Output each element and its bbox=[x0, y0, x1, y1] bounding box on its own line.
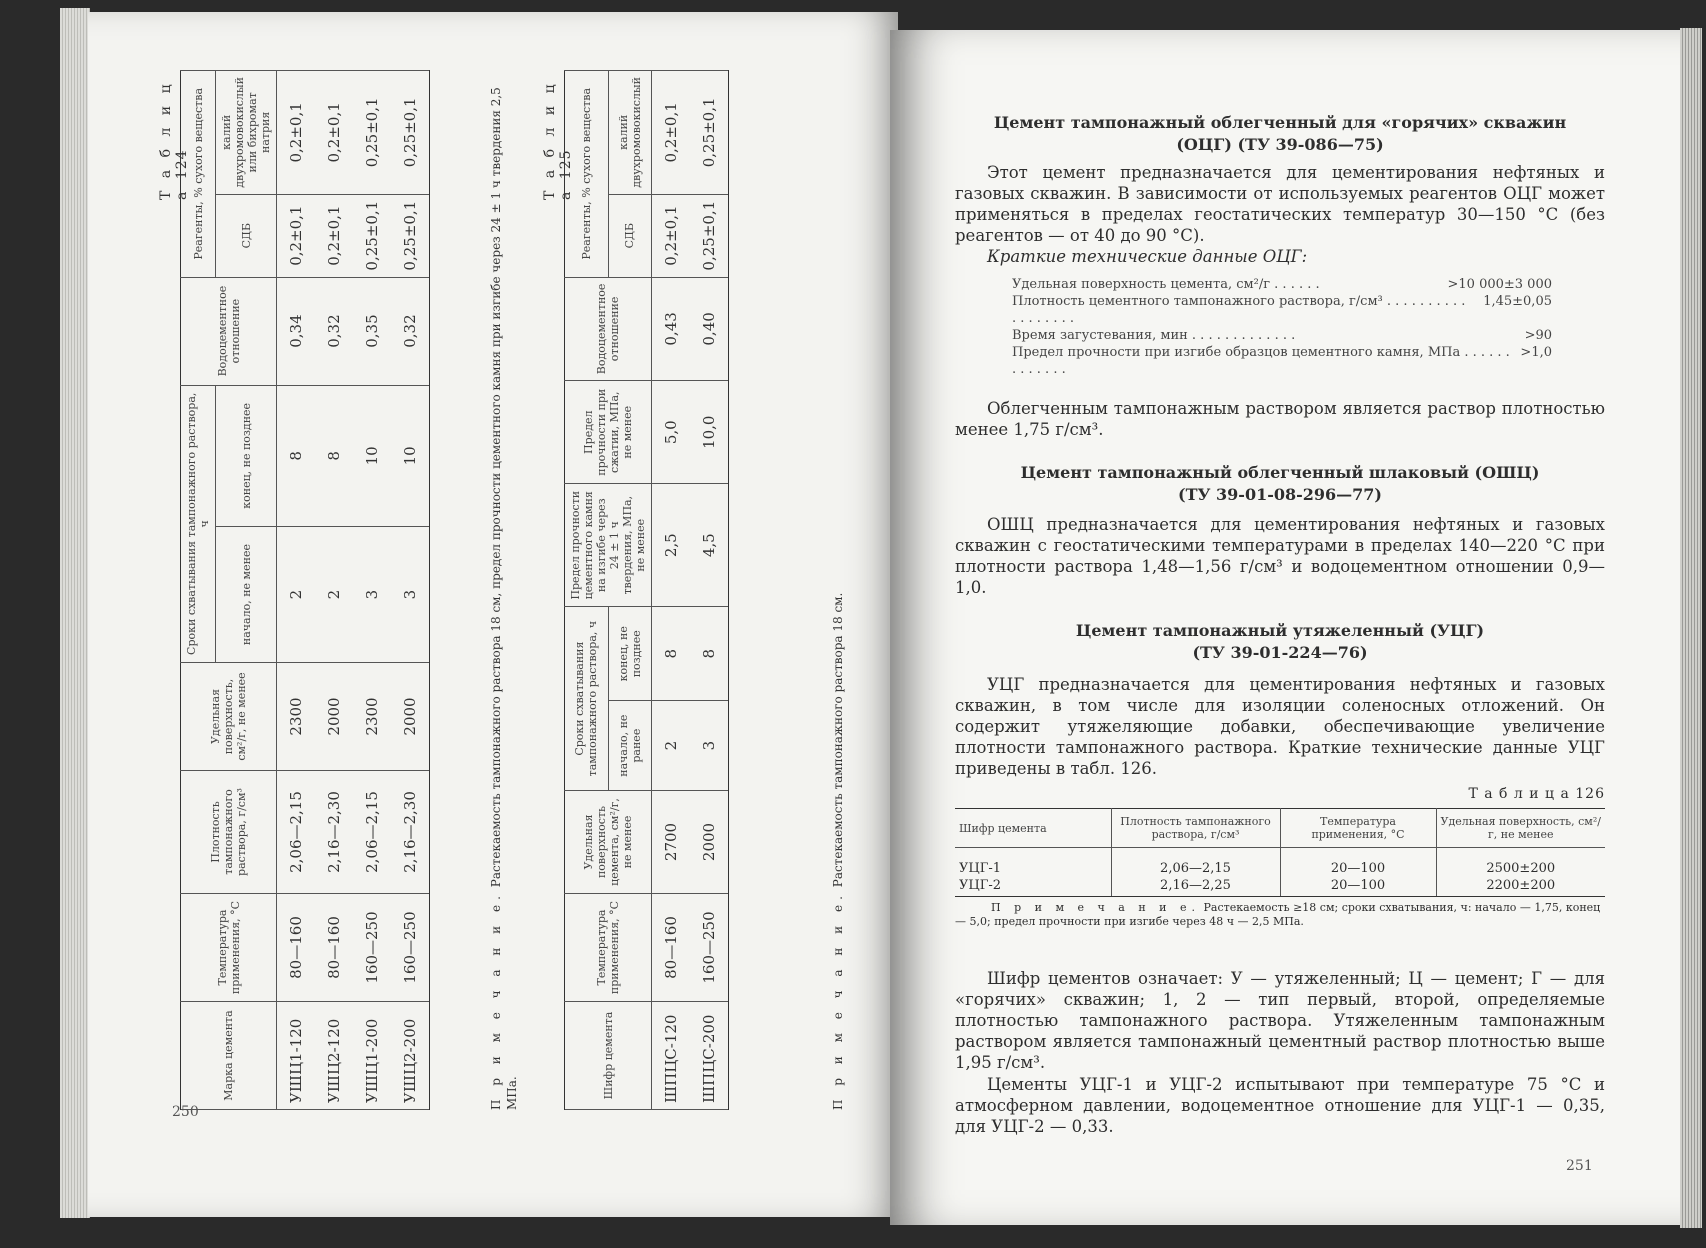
t124-h-wc: Водоцементное отношение bbox=[181, 277, 277, 385]
spec-row bbox=[1012, 293, 1552, 327]
t125-h-wc: Водоцементное отношение bbox=[565, 277, 652, 381]
t126-h-surface: Удельная поверхность, см²/г, не менее bbox=[1436, 809, 1605, 848]
t126-col-surface: 2500±200 2200±200 bbox=[1436, 848, 1605, 897]
page-edges-right bbox=[1680, 28, 1702, 1228]
table-cell: 10 bbox=[391, 385, 430, 527]
table126 bbox=[955, 808, 1605, 897]
table125-number: 125 bbox=[558, 149, 574, 180]
s3-paragraph: УЦГ предназначается для цементирования нефтяных и газовых скважин, в том числе для изоляции соленосных отложений. Он содержит утяжеляющие добавки, обеспечивающие увеличение плотности тампонажного раствора. Краткие технические данные УЦГ приведены в табл. 126. bbox=[955, 675, 1605, 778]
s3-title bbox=[955, 620, 1605, 664]
s3-title-line2: (ТУ 39-01-224—76) bbox=[1192, 643, 1368, 662]
s1-title-line2: (ОЦГ) (ТУ 39-086—75) bbox=[1176, 135, 1384, 154]
table126-caption: Т а б л и ц а 126 bbox=[1468, 786, 1605, 802]
s1-spec-list bbox=[1012, 276, 1552, 378]
table124-number: 124 bbox=[174, 149, 190, 180]
t125-h-bend: Предел прочности цементного камня на изгибе через 24 ± 1 ч твердения, МПа, не менее bbox=[565, 484, 652, 607]
table-cell: 0,2±0,1 bbox=[652, 71, 691, 195]
table-cell: ШПЦС-120 bbox=[652, 1002, 691, 1110]
t126-col-density: 2,06—2,15 2,16—2,25 bbox=[1111, 848, 1280, 897]
spec-label: Время загустевания, мин . . . . . . . . . . . . . bbox=[1012, 328, 1296, 343]
table-cell: 80—160 bbox=[652, 894, 691, 1002]
table-cell: 3 bbox=[690, 701, 729, 791]
table125-note bbox=[830, 70, 846, 1110]
t125-h-brand: Шифр цемента bbox=[565, 1002, 652, 1110]
table-cell: 0,25±0,1 bbox=[391, 194, 430, 277]
t126-h-brand: Шифр цемента bbox=[955, 809, 1111, 848]
t124-h-temp: Температура применения, °С bbox=[181, 894, 277, 1002]
spec-value: 1,45±0,05 bbox=[1483, 294, 1552, 309]
table-row bbox=[391, 71, 430, 1110]
t126-h-temp: Температура применения, °С bbox=[1280, 809, 1436, 848]
s2-paragraph: ОШЦ предназначается для цементирования нефтяных и газовых скважин с геостатическими температурами в пределах 140—220 °С при плотности раствора 1,48—1,56 г/см³ и водоцементном отношении 0,9—1,0. bbox=[955, 515, 1605, 597]
table-cell: 2,06—2,15 bbox=[353, 771, 391, 894]
table-cell: 0,2±0,1 bbox=[652, 194, 691, 277]
table-cell: 4,5 bbox=[690, 484, 729, 607]
table-cell: УШЦ2-200 bbox=[391, 1002, 430, 1110]
table-cell: 2000 bbox=[315, 663, 353, 771]
table-cell: 2,06—2,15 bbox=[277, 771, 316, 894]
table-cell: 2,5 bbox=[652, 484, 691, 607]
table-cell: 0,2±0,1 bbox=[315, 194, 353, 277]
table124 bbox=[180, 70, 430, 1110]
left-page-number: 250 bbox=[172, 1104, 199, 1120]
table-cell: 0,2±0,1 bbox=[277, 71, 316, 195]
t124-h-surface: Удельная поверхность, см²/г, не менее bbox=[181, 663, 277, 771]
spec-row bbox=[1012, 344, 1552, 378]
table-cell: 0,25±0,1 bbox=[690, 71, 729, 195]
s4-paragraph-1: Шифр цементов означает: У — утяжеленный; Ц — цемент; Г — для «горячих» скважин; 1, 2 — тип первый, второй, определяемые плотностью тампонажного раствора. Утяжеленным тампонажным раствором является тампонажный цементный раствор плотностью выше 1,95 г/см³. bbox=[955, 969, 1605, 1072]
t124-h-end: конец, не позднее bbox=[216, 385, 277, 527]
t126-h-density: Плотность тампонажного раствора, г/см³ bbox=[1111, 809, 1280, 848]
table126-note-text: Растекаемость ≥18 см; сроки схватывания, ч: начало — 1,75, конец — 5,0; предел прочности при изгибе через 48 ч — 2,5 МПа. bbox=[955, 901, 1601, 928]
table-cell: 2 bbox=[652, 701, 691, 791]
spec-row bbox=[1012, 276, 1552, 293]
table-cell: 0,25±0,1 bbox=[690, 194, 729, 277]
table-row bbox=[652, 71, 691, 1110]
table125-note-label: П р и м е ч а н и е. bbox=[831, 891, 845, 1110]
table-cell: 2300 bbox=[277, 663, 316, 771]
table126-wrap bbox=[955, 808, 1605, 929]
t125-h-sdb: СДБ bbox=[608, 194, 652, 277]
table-cell: ШПЦС-200 bbox=[690, 1002, 729, 1110]
t125-h-chrom: калий двухромовокислый bbox=[608, 71, 652, 195]
table-cell: 8 bbox=[690, 607, 729, 701]
s1-spec-title: Краткие технические данные ОЦГ: bbox=[987, 247, 1308, 266]
table-cell: 2300 bbox=[353, 663, 391, 771]
t125-h-temp: Температура применения, °С bbox=[565, 894, 652, 1002]
table-cell: 10,0 bbox=[690, 381, 729, 484]
spec-row bbox=[1012, 327, 1552, 344]
table125-caption-word: Т а б л и ц а bbox=[542, 80, 574, 200]
table-cell: 0,25±0,1 bbox=[391, 71, 430, 195]
table-cell: 8 bbox=[315, 385, 353, 527]
table-cell: 160—250 bbox=[690, 894, 729, 1002]
spec-value: >1,0 bbox=[1520, 345, 1552, 360]
table-cell: 2700 bbox=[652, 791, 691, 894]
table-cell: 0,25±0,1 bbox=[353, 71, 391, 195]
t124-h-start: начало, не менее bbox=[216, 527, 277, 663]
t125-h-compress: Предел прочности при сжатии, МПа, не менее bbox=[565, 381, 652, 484]
t124-h-density: Плотность тампонажного раствора, г/см³ bbox=[181, 771, 277, 894]
t125-h-start: начало, не ранее bbox=[608, 701, 652, 791]
table-cell: 0,25±0,1 bbox=[353, 194, 391, 277]
s2-title-line2: (ТУ 39-01-08-296—77) bbox=[1178, 485, 1382, 504]
right-page-number: 251 bbox=[1566, 1158, 1593, 1174]
left-page-rotated-content bbox=[150, 70, 870, 1130]
table-cell: 0,32 bbox=[391, 277, 430, 385]
table125-note-text: Растекаемость тампонажного раствора 18 см. bbox=[831, 592, 845, 888]
spec-label: Плотность цементного тампонажного раствора, г/см³ . . . . . . . . . . . . . . . . . . bbox=[1012, 294, 1466, 326]
t124-h-sdb: СДБ bbox=[216, 194, 277, 277]
t125-h-setting: Сроки схватывания тампонажного раствора, ч bbox=[565, 607, 609, 791]
table-cell: 3 bbox=[353, 527, 391, 663]
s2-title-line1: Цемент тампонажный облегченный шлаковый (ОШЦ) bbox=[1020, 463, 1540, 482]
table-cell: 8 bbox=[277, 385, 316, 527]
s1-paragraph: Этот цемент предназначается для цементирования нефтяных и газовых скважин. В зависимости от используемых реагентов ОЦГ может применяться в пределах геостатических температур 30—150 °С (без реагентов — от 40 до 90 °С). bbox=[955, 163, 1605, 245]
s4-paragraph-2: Цементы УЦГ-1 и УЦГ-2 испытывают при температуре 75 °С и атмосферном давлении, водоцементное отношение для УЦГ-1 — 0,35, для УЦГ-2 — 0,33. bbox=[955, 1075, 1605, 1136]
table124-note-label: П р и м е ч а н и е. bbox=[489, 891, 503, 1110]
table-cell: 2,16—2,30 bbox=[315, 771, 353, 894]
table-cell: УШЦ1-120 bbox=[277, 1002, 316, 1110]
table-cell: 0,2±0,1 bbox=[315, 71, 353, 195]
table-cell: 80—160 bbox=[277, 894, 316, 1002]
table-row bbox=[353, 71, 391, 1110]
spec-value: >10 000±3 000 bbox=[1447, 277, 1552, 292]
table124-note bbox=[488, 70, 520, 1110]
table126-note-label: П р и м е ч а н и е. bbox=[991, 901, 1201, 914]
page-edges-left bbox=[60, 8, 90, 1218]
t125-h-reagents: Реагенты, % сухого вещества bbox=[565, 71, 609, 278]
spec-label: Удельная поверхность цемента, см²/г . . . . . . bbox=[1012, 277, 1320, 292]
table-cell: 0,34 bbox=[277, 277, 316, 385]
t126-col-temp: 20—100 20—100 bbox=[1280, 848, 1436, 897]
t126-col-brand: УЦГ-1 УЦГ-2 bbox=[955, 848, 1111, 897]
table-cell: 0,43 bbox=[652, 277, 691, 381]
table-cell: 0,35 bbox=[353, 277, 391, 385]
s2-title bbox=[955, 462, 1605, 506]
s1-title-line1: Цемент тампонажный облегченный для «горячих» скважин bbox=[993, 113, 1567, 132]
t124-h-reagents: Реагенты, % сухого вещества bbox=[181, 71, 216, 278]
table125 bbox=[564, 70, 729, 1110]
t124-h-brand: Марка цемента bbox=[181, 1002, 277, 1110]
table-cell: УШЦ1-200 bbox=[353, 1002, 391, 1110]
table-cell: 160—250 bbox=[391, 894, 430, 1002]
table-cell: УШЦ2-120 bbox=[315, 1002, 353, 1110]
table-row bbox=[277, 71, 316, 1110]
t125-h-end: конец, не позднее bbox=[608, 607, 652, 701]
table-cell: 2000 bbox=[690, 791, 729, 894]
table-cell: 10 bbox=[353, 385, 391, 527]
s1-after-paragraph: Облегченным тампонажным раствором является раствор плотностью менее 1,75 г/см³. bbox=[955, 399, 1605, 439]
table124-note-text: Растекаемость тампонажного раствора 18 см, предел прочности цементного камня при изгибе через 24 ± 1 ч твердения 2,5 МПа. bbox=[489, 87, 519, 1110]
t124-h-setting: Сроки схватывания тампонажного раствора, ч bbox=[181, 385, 216, 662]
table126-note bbox=[955, 901, 1605, 929]
table-cell: 8 bbox=[652, 607, 691, 701]
t125-h-surface: Удельная поверхность цемента, см²/г, не менее bbox=[565, 791, 652, 894]
table-row bbox=[315, 71, 353, 1110]
t124-h-chrom: калий двухромовокислый или бихромат натрия bbox=[216, 71, 277, 195]
table-row bbox=[690, 71, 729, 1110]
table-cell: 0,32 bbox=[315, 277, 353, 385]
s3-title-line1: Цемент тампонажный утяжеленный (УЦГ) bbox=[1075, 621, 1485, 640]
table-cell: 0,2±0,1 bbox=[277, 194, 316, 277]
table-cell: 2 bbox=[315, 527, 353, 663]
table-cell: 2000 bbox=[391, 663, 430, 771]
s1-title bbox=[955, 112, 1605, 156]
table-cell: 5,0 bbox=[652, 381, 691, 484]
table-cell: 80—160 bbox=[315, 894, 353, 1002]
table-cell: 2,16—2,30 bbox=[391, 771, 430, 894]
table124-caption-word: Т а б л и ц а bbox=[158, 80, 190, 200]
table-cell: 0,40 bbox=[690, 277, 729, 381]
spec-value: >90 bbox=[1524, 328, 1552, 343]
table-cell: 3 bbox=[391, 527, 430, 663]
table-cell: 160—250 bbox=[353, 894, 391, 1002]
spec-label: Предел прочности при изгибе образцов цементного камня, МПа . . . . . . . . . . . . . bbox=[1012, 345, 1510, 377]
table-cell: 2 bbox=[277, 527, 316, 663]
